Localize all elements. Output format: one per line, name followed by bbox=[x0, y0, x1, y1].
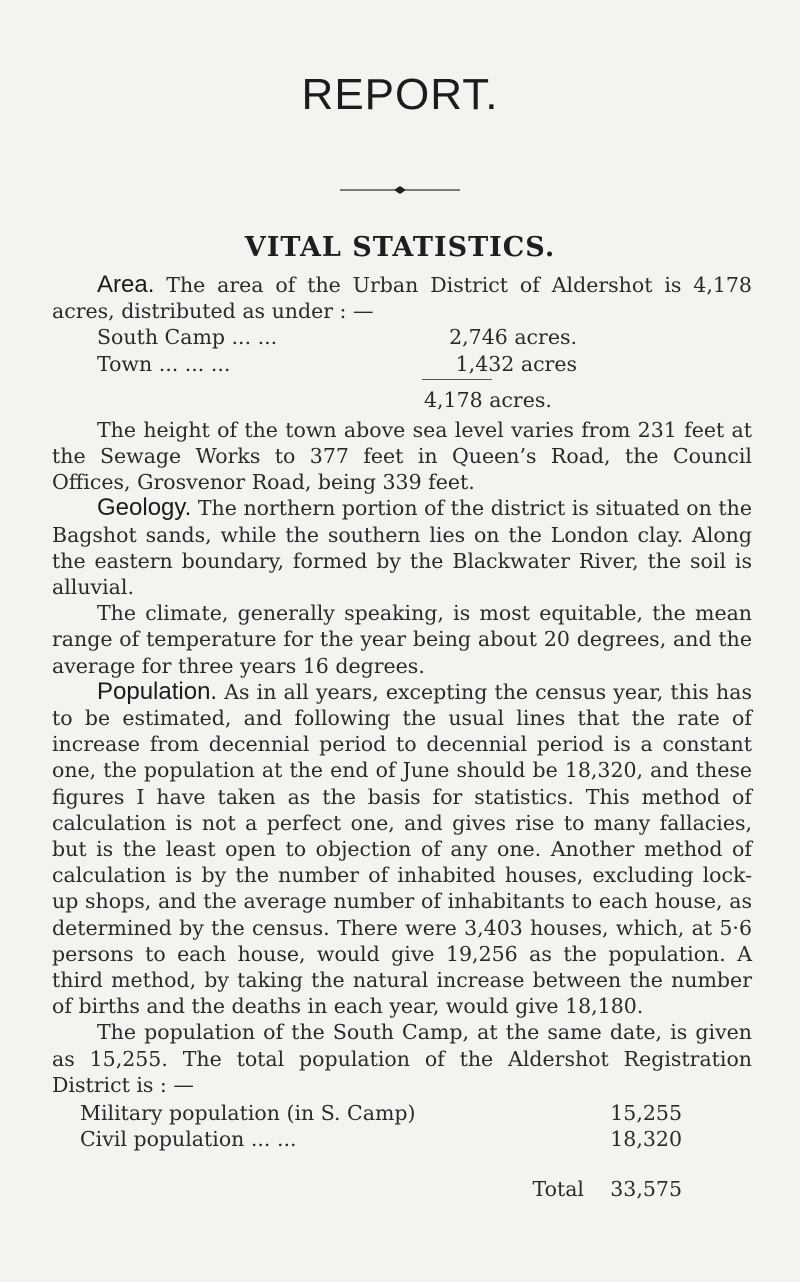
area-intro: The area of the Urban District of Aldershot is 4,178 acres, distributed as under : — bbox=[52, 273, 752, 324]
geology-text: The northern portion of the district is situated on the Bagshot sands, while the southern lies on the London clay. Along the eastern boundary, formed by the Blackwater River, the soil is alluvial. bbox=[52, 496, 752, 599]
area-total-value: 4,178 acres. bbox=[424, 387, 552, 412]
population-row-label: Military population (in S. Camp) bbox=[80, 1101, 416, 1126]
geology-heading: Geology. bbox=[97, 494, 192, 522]
climate-paragraph: The climate, generally speaking, is most equitable, the mean range of temperature for the year being about 20 degrees, and the average for three years 16 degrees. bbox=[52, 601, 752, 678]
population-paragraph bbox=[52, 679, 752, 1020]
south-camp-paragraph: The population of the South Camp, at the same date, is given as 15,255. The total population of the Aldershot Registration District is : — bbox=[52, 1020, 752, 1097]
population-total-label: Total bbox=[532, 1177, 584, 1202]
population-heading: Population. bbox=[97, 677, 218, 705]
report-body bbox=[52, 272, 752, 1203]
report-title: REPORT. bbox=[301, 70, 499, 119]
population-text: As in all years, excepting the census year, this has to be estimated, and following the usual lines that the rate of increase from decennial period to decennial period is a constant one, the population at the end of June should be 18,320, and these figures I have taken as the basis for statistics. This method of calculation is not a perfect one, and gives rise to many fallacies, but is the least open to objection of any one. Another method of calculation is by the number of inhabited houses, excluding lock-up shops, and the average number of inhabitants to each house, as determined by the census. There were 3,403 houses, which, at 5·6 persons to each house, would give 19,256 as the population. A third method, by taking the natural increase between the number of births and the deaths in each year, would give 18,180. bbox=[52, 679, 752, 1019]
population-table bbox=[52, 1100, 752, 1203]
population-row-value: 18,320 bbox=[610, 1127, 682, 1152]
area-total bbox=[52, 387, 752, 417]
population-row bbox=[52, 1100, 752, 1126]
area-heading: Area. bbox=[97, 271, 155, 298]
population-row-value: 15,255 bbox=[610, 1101, 682, 1126]
population-total bbox=[52, 1176, 752, 1202]
geology-paragraph bbox=[52, 495, 752, 600]
area-row bbox=[97, 351, 752, 377]
section-title: VITAL STATISTICS. bbox=[244, 232, 556, 263]
ornamental-divider bbox=[340, 185, 460, 195]
area-row-label: Town ... ... ... bbox=[97, 351, 231, 376]
area-total-rule bbox=[52, 377, 752, 387]
area-table bbox=[52, 324, 752, 376]
population-row bbox=[52, 1126, 752, 1152]
area-row-value: 2,746 acres. bbox=[449, 325, 577, 350]
population-total-value: 33,575 bbox=[610, 1177, 682, 1202]
area-row bbox=[97, 324, 752, 350]
area-row-value: 1,432 acres bbox=[455, 351, 577, 376]
population-row-label: Civil population ... ... bbox=[80, 1127, 297, 1152]
height-paragraph: The height of the town above sea level varies from 231 feet at the Sewage Works to 377 feet in Queen’s Road, the Council Offices, Grosvenor Road, being 339 feet. bbox=[52, 417, 752, 495]
area-paragraph bbox=[52, 272, 752, 324]
area-row-label: South Camp ... ... bbox=[97, 325, 278, 350]
